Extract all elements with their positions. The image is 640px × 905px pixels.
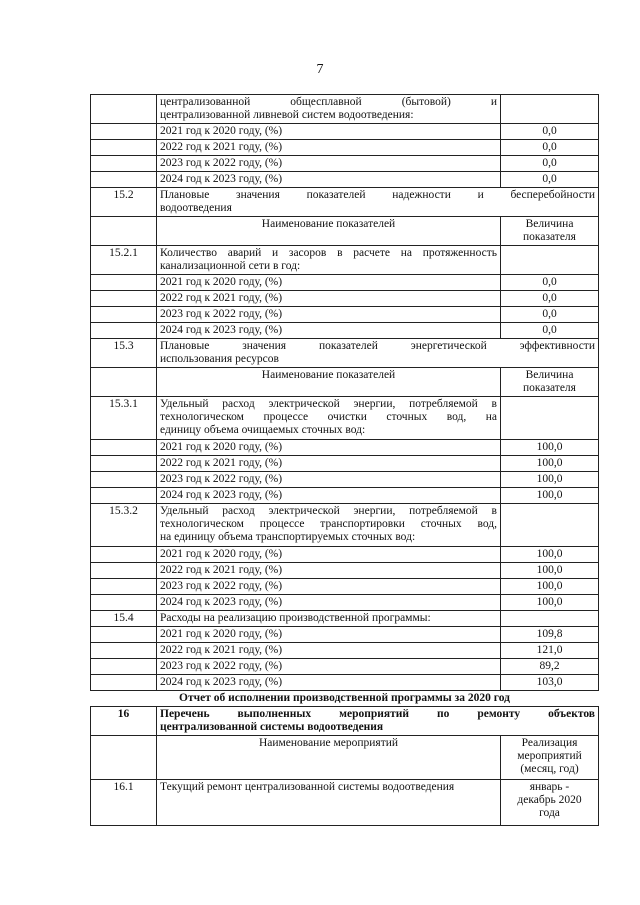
indicator-label: 2024 год к 2023 году, (%) — [157, 675, 501, 691]
indicator-value: 0,0 — [501, 307, 599, 323]
table-row — [91, 323, 599, 339]
indicator-label — [157, 95, 501, 124]
period-line: январь - — [529, 781, 570, 793]
row-number: 15.3.1 — [91, 397, 157, 440]
table-row — [91, 188, 599, 217]
row-number: 15.2.1 — [91, 246, 157, 275]
table-row — [91, 736, 599, 780]
indicator-label: 2022 год к 2021 году, (%) — [157, 140, 501, 156]
indicator-label: 2024 год к 2023 году, (%) — [157, 595, 501, 611]
table-row — [91, 691, 599, 707]
period-line: года — [539, 807, 560, 819]
indicator-value — [501, 246, 599, 275]
section-title — [157, 339, 599, 368]
table-row — [91, 780, 599, 826]
section-title-line: Перечень выполненных мероприятий по ремонту объектов — [160, 708, 595, 720]
indicator-label: 2022 год к 2021 году, (%) — [157, 563, 501, 579]
column-header-name: Наименование мероприятий — [157, 736, 501, 780]
row-number — [91, 140, 157, 156]
indicator-label: 2022 год к 2021 году, (%) — [157, 456, 501, 472]
indicator-value — [501, 397, 599, 440]
label-line: на единицу объема транспортируемых сточных вод: — [160, 531, 416, 543]
row-number — [91, 488, 157, 504]
row-number — [91, 124, 157, 140]
section-title-line: использования ресурсов — [160, 353, 279, 365]
row-number: 16 — [91, 707, 157, 736]
indicator-label — [157, 504, 501, 547]
table-row — [91, 246, 599, 275]
table-row — [91, 140, 599, 156]
period-line: декабрь 2020 — [517, 794, 582, 806]
indicator-value — [501, 504, 599, 547]
table-row — [91, 172, 599, 188]
section-title-line: централизованной системы водоотведения — [160, 721, 384, 733]
row-number — [91, 172, 157, 188]
indicator-label: 2024 год к 2023 году, (%) — [157, 323, 501, 339]
table-row — [91, 275, 599, 291]
indicator-label: 2021 год к 2020 году, (%) — [157, 124, 501, 140]
row-number — [91, 579, 157, 595]
label-line: централизованной общесплавной (бытовой) и — [160, 96, 497, 108]
indicator-label: 2023 год к 2022 году, (%) — [157, 156, 501, 172]
indicator-value: 0,0 — [501, 124, 599, 140]
indicator-value: 100,0 — [501, 563, 599, 579]
table-row — [91, 156, 599, 172]
table-row — [91, 217, 599, 246]
column-header-name: Наименование показателей — [157, 217, 501, 246]
row-number: 16.1 — [91, 780, 157, 826]
table-row — [91, 563, 599, 579]
section-title — [157, 707, 599, 736]
document-table — [90, 94, 599, 826]
indicator-label: 2021 год к 2020 году, (%) — [157, 275, 501, 291]
row-number: 15.3.2 — [91, 504, 157, 547]
table-row — [91, 124, 599, 140]
table-row — [91, 504, 599, 547]
indicator-value: 100,0 — [501, 456, 599, 472]
row-number — [91, 307, 157, 323]
indicator-value: 100,0 — [501, 440, 599, 456]
row-number — [91, 275, 157, 291]
table-row — [91, 707, 599, 736]
label-line: единицу объема очищаемых сточных вод: — [160, 424, 366, 436]
indicator-value: 0,0 — [501, 156, 599, 172]
table-row — [91, 307, 599, 323]
indicator-label: 2021 год к 2020 году, (%) — [157, 440, 501, 456]
indicator-value — [501, 611, 599, 627]
indicator-label: 2023 год к 2022 году, (%) — [157, 472, 501, 488]
section-title-line: водоотведения — [160, 202, 232, 214]
table-row — [91, 547, 599, 563]
indicator-value: 0,0 — [501, 291, 599, 307]
table-row — [91, 643, 599, 659]
row-number: 15.3 — [91, 339, 157, 368]
row-number — [91, 643, 157, 659]
indicator-label: Расходы на реализацию производственной программы: — [157, 611, 501, 627]
row-number — [91, 563, 157, 579]
indicator-value: 121,0 — [501, 643, 599, 659]
indicator-value: 100,0 — [501, 547, 599, 563]
indicator-value: 100,0 — [501, 595, 599, 611]
indicator-value — [501, 95, 599, 124]
section-title-line: Плановые значения показателей энергетической эффективности — [160, 340, 595, 352]
row-number — [91, 736, 157, 780]
header-line: мероприятий — [517, 750, 582, 762]
row-number — [91, 440, 157, 456]
label-line: технологическом процессе очистки сточных вод, на — [160, 411, 497, 423]
row-number: 15.4 — [91, 611, 157, 627]
table-row — [91, 291, 599, 307]
indicator-label — [157, 246, 501, 275]
header-line: (месяц, год) — [520, 763, 579, 775]
label-line: централизованной ливневой систем водоотведения: — [160, 109, 414, 121]
row-number: 15.2 — [91, 188, 157, 217]
table-row — [91, 611, 599, 627]
row-number — [91, 156, 157, 172]
table-row — [91, 339, 599, 368]
table-row — [91, 579, 599, 595]
table-row — [91, 440, 599, 456]
column-header-value: Величина показателя — [501, 217, 599, 246]
indicator-value: 103,0 — [501, 675, 599, 691]
row-number — [91, 95, 157, 124]
section-title — [157, 188, 599, 217]
label-line: Количество аварий и засоров в расчете на протяженность — [160, 247, 497, 259]
section-title-line: Плановые значения показателей надежности и бесперебойности — [160, 189, 595, 201]
column-header-value — [501, 736, 599, 780]
label-line: Удельный расход электрической энергии, потребляемой в — [160, 505, 497, 517]
table-row — [91, 488, 599, 504]
table-row — [91, 675, 599, 691]
column-header-name: Наименование показателей — [157, 368, 501, 397]
label-line: Удельный расход электрической энергии, потребляемой в — [160, 398, 497, 410]
indicator-label: 2023 год к 2022 году, (%) — [157, 579, 501, 595]
row-number — [91, 675, 157, 691]
table-row — [91, 95, 599, 124]
indicator-label: 2021 год к 2020 году, (%) — [157, 547, 501, 563]
indicator-label: 2022 год к 2021 году, (%) — [157, 643, 501, 659]
indicator-value: 0,0 — [501, 275, 599, 291]
indicator-value: 0,0 — [501, 172, 599, 188]
indicator-value: 100,0 — [501, 472, 599, 488]
header-line: Реализация — [521, 737, 578, 749]
table-row — [91, 456, 599, 472]
table-row — [91, 659, 599, 675]
row-number — [91, 595, 157, 611]
row-number — [91, 472, 157, 488]
page-number: 7 — [316, 62, 324, 77]
row-number — [91, 547, 157, 563]
indicator-value: 109,8 — [501, 627, 599, 643]
indicator-label — [157, 397, 501, 440]
indicator-label: 2023 год к 2022 году, (%) — [157, 659, 501, 675]
row-number — [91, 323, 157, 339]
row-number — [91, 217, 157, 246]
indicator-label: 2024 год к 2023 году, (%) — [157, 488, 501, 504]
table-row — [91, 595, 599, 611]
indicator-label: 2024 год к 2023 году, (%) — [157, 172, 501, 188]
table-row — [91, 397, 599, 440]
row-number — [91, 627, 157, 643]
indicator-value: 100,0 — [501, 579, 599, 595]
row-number — [91, 659, 157, 675]
row-number — [91, 291, 157, 307]
indicator-value: 89,2 — [501, 659, 599, 675]
implementation-period — [501, 780, 599, 826]
table-row — [91, 627, 599, 643]
indicator-label: 2021 год к 2020 году, (%) — [157, 627, 501, 643]
report-heading: Отчет об исполнении производственной программы за 2020 год — [91, 691, 599, 707]
row-number — [91, 456, 157, 472]
row-number — [91, 368, 157, 397]
label-line: канализационной сети в год: — [160, 260, 301, 272]
indicator-value: 0,0 — [501, 140, 599, 156]
column-header-value: Величина показателя — [501, 368, 599, 397]
indicator-label: 2023 год к 2022 году, (%) — [157, 307, 501, 323]
indicator-value: 100,0 — [501, 488, 599, 504]
label-line: технологическом процессе транспортировки сточных вод, — [160, 518, 497, 530]
indicator-label: 2022 год к 2021 году, (%) — [157, 291, 501, 307]
table-row — [91, 472, 599, 488]
indicator-value: 0,0 — [501, 323, 599, 339]
indicator-label: Текущий ремонт централизованной системы водоотведения — [157, 780, 501, 826]
table-row — [91, 368, 599, 397]
